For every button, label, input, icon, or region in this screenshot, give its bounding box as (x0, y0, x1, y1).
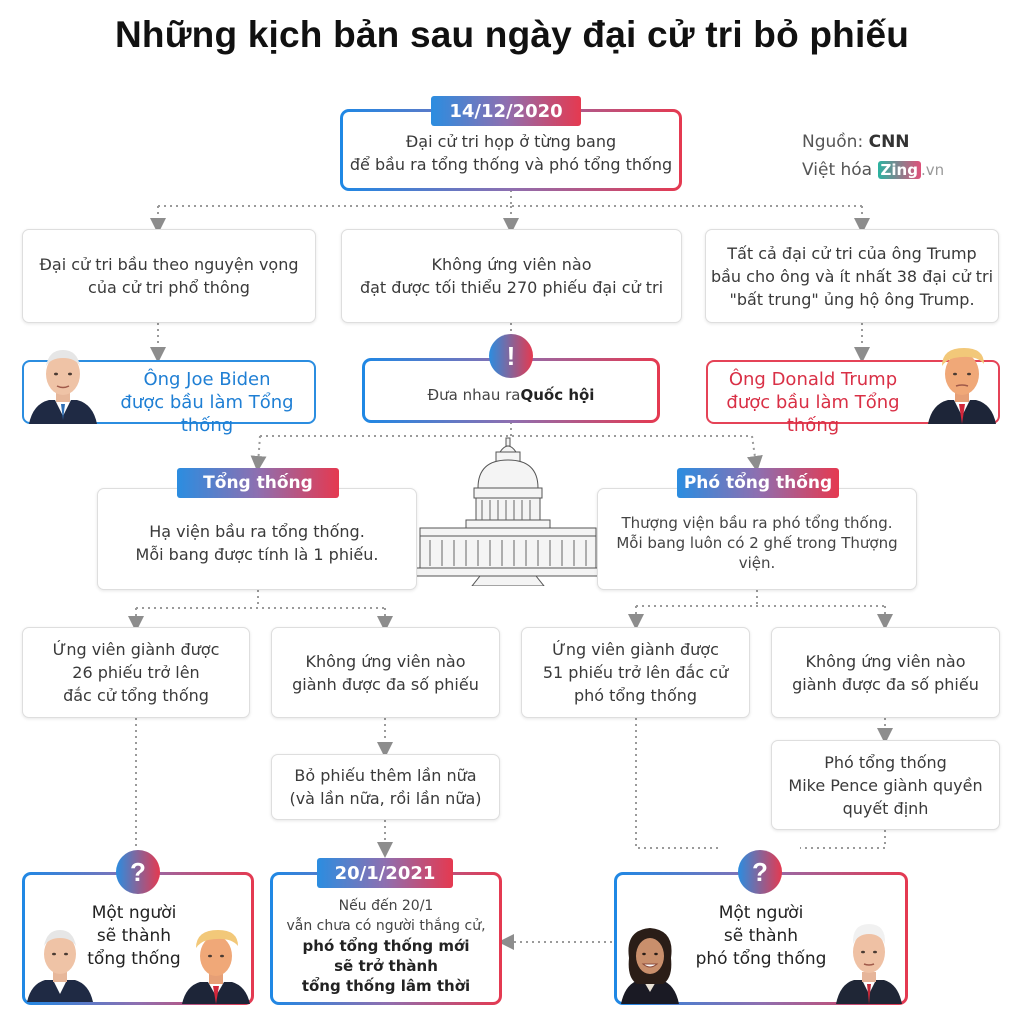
scenario-faithless-line1: Tất cả đại cử tri của ông Trump (727, 243, 977, 263)
senate-vote-line2: Mỗi bang luôn có 2 ghế trong Thượng viện. (616, 534, 898, 572)
source-label: Nguồn: (802, 132, 864, 152)
senate-vote-line1: Thượng viện bầu ra phó tổng thống. (621, 514, 893, 532)
zing-logo: Zing (878, 161, 921, 179)
pill-president: Tổng thống (177, 468, 339, 498)
trump-portrait-small (180, 924, 252, 1004)
pence-portrait (834, 916, 904, 1004)
scenario-faithless-line2: bầu cho ông và ít nhất 38 đại cử tri (710, 266, 994, 286)
pence-decides-box (771, 740, 1000, 830)
scenario-no-270-line1: Không ứng viên nào (431, 255, 592, 274)
top-step-line1: Đại cử tri họp ở từng bang (405, 132, 617, 151)
capitol-building (416, 436, 600, 586)
outcome-trump-line1: Ông Donald Trump (728, 369, 898, 390)
pence-decides-line2: Mike Pence giành quyền (788, 775, 983, 795)
acting-line5: tổng thống lâm thời (301, 976, 471, 995)
president-result-line2: sẽ thành (96, 926, 172, 946)
page-title: Những kịch bản sau ngày đại cử tri bỏ phiếu (114, 14, 910, 55)
outcome-biden-line1: Ông Joe Biden (143, 369, 271, 390)
house-26-line1: Ứng viên giành được (52, 640, 220, 659)
revote-box (271, 754, 500, 820)
vp-result-line1: Một người (718, 903, 804, 923)
date-badge-14-12: 14/12/2020 (431, 96, 581, 126)
acting-president-box (270, 872, 502, 1005)
senate-51-line2: 51 phiếu trở lên đắc cử (542, 663, 729, 682)
house-vote-line2: Mỗi bang được tính là 1 phiếu. (135, 545, 379, 564)
pence-decides-line3: quyết định (842, 798, 929, 818)
senate-51-votes-box (521, 627, 750, 718)
vp-result-line2: sẽ thành (723, 926, 799, 946)
outcome-trump-line2: được bầu làm Tổng thống (726, 392, 900, 436)
house-no-majority-line1: Không ứng viên nào (305, 651, 466, 671)
trump-portrait (924, 342, 1000, 424)
biden-portrait (25, 344, 101, 424)
senate-51-line3: phó tổng thống (573, 686, 698, 705)
zing-suffix: .vn (920, 161, 945, 179)
credit-label: Việt hóa (802, 160, 873, 180)
senate-no-majority-box (771, 627, 1000, 718)
senate-vote-box (597, 488, 917, 590)
scenario-popular-vote-line1: Đại cử tri bầu theo nguyện vọng (39, 255, 299, 274)
scenario-faithless-line3: "bất trung" ủng hộ ông Trump. (729, 289, 975, 309)
vp-result-line3: phó tổng thống (695, 949, 827, 969)
biden-portrait-small (25, 924, 95, 1002)
house-26-votes-box (22, 627, 250, 718)
source-org: CNN (868, 132, 910, 152)
revote-line2: (và lần nữa, rồi lần nữa) (289, 789, 482, 808)
question-badge-vp: ? (738, 850, 782, 894)
top-step-line2: để bầu ra tổng thống và phó tổng thống (349, 155, 673, 174)
outcome-biden-line2: được bầu làm Tổng thống (120, 392, 294, 436)
source-credit (802, 128, 944, 184)
acting-line2: vẫn chưa có người thắng cử, (286, 917, 486, 934)
scenario-faithless-electors (705, 229, 999, 323)
date-badge-20-1: 20/1/2021 (317, 858, 453, 888)
outcome-biden-text (104, 368, 310, 437)
senate-no-majority-line1: Không ứng viên nào (805, 651, 966, 671)
question-badge-president: ? (116, 850, 160, 894)
president-result-line1: Một người (91, 903, 177, 923)
house-vote-line1: Hạ viện bầu ra tổng thống. (149, 522, 365, 541)
pence-decides-line1: Phó tổng thống (824, 752, 947, 772)
house-no-majority-box (271, 627, 500, 718)
scenario-no-270 (341, 229, 682, 323)
senate-51-line1: Ứng viên giành được (552, 640, 719, 659)
outcome-congress-prefix: Đưa nhau ra (427, 385, 521, 404)
outcome-trump-text (710, 368, 916, 437)
house-26-line2: 26 phiếu trở lên (72, 663, 200, 682)
house-26-line3: đắc cử tổng thống (63, 686, 209, 705)
acting-line1: Nếu đến 20/1 (338, 897, 434, 914)
scenario-popular-vote (22, 229, 316, 323)
vp-result-text (680, 902, 842, 971)
senate-no-majority-line2: giành được đa số phiếu (792, 674, 979, 694)
exclamation-badge: ! (489, 334, 533, 378)
scenario-no-270-line2: đạt được tối thiểu 270 phiếu đại cử tri (359, 278, 664, 297)
pill-vice-president: Phó tổng thống (677, 468, 839, 498)
acting-line3: phó tổng thống mới (302, 936, 470, 955)
house-no-majority-line2: giành được đa số phiếu (292, 674, 479, 694)
house-vote-box (97, 488, 417, 590)
revote-line1: Bỏ phiếu thêm lần nữa (294, 766, 477, 785)
president-result-line3: tổng thống (87, 949, 181, 969)
scenario-popular-vote-line2: của cử tri phổ thông (88, 278, 250, 297)
acting-line4: sẽ trở thành (334, 956, 438, 975)
outcome-congress-bold: Quốc hội (520, 385, 595, 404)
harris-portrait (617, 918, 683, 1004)
